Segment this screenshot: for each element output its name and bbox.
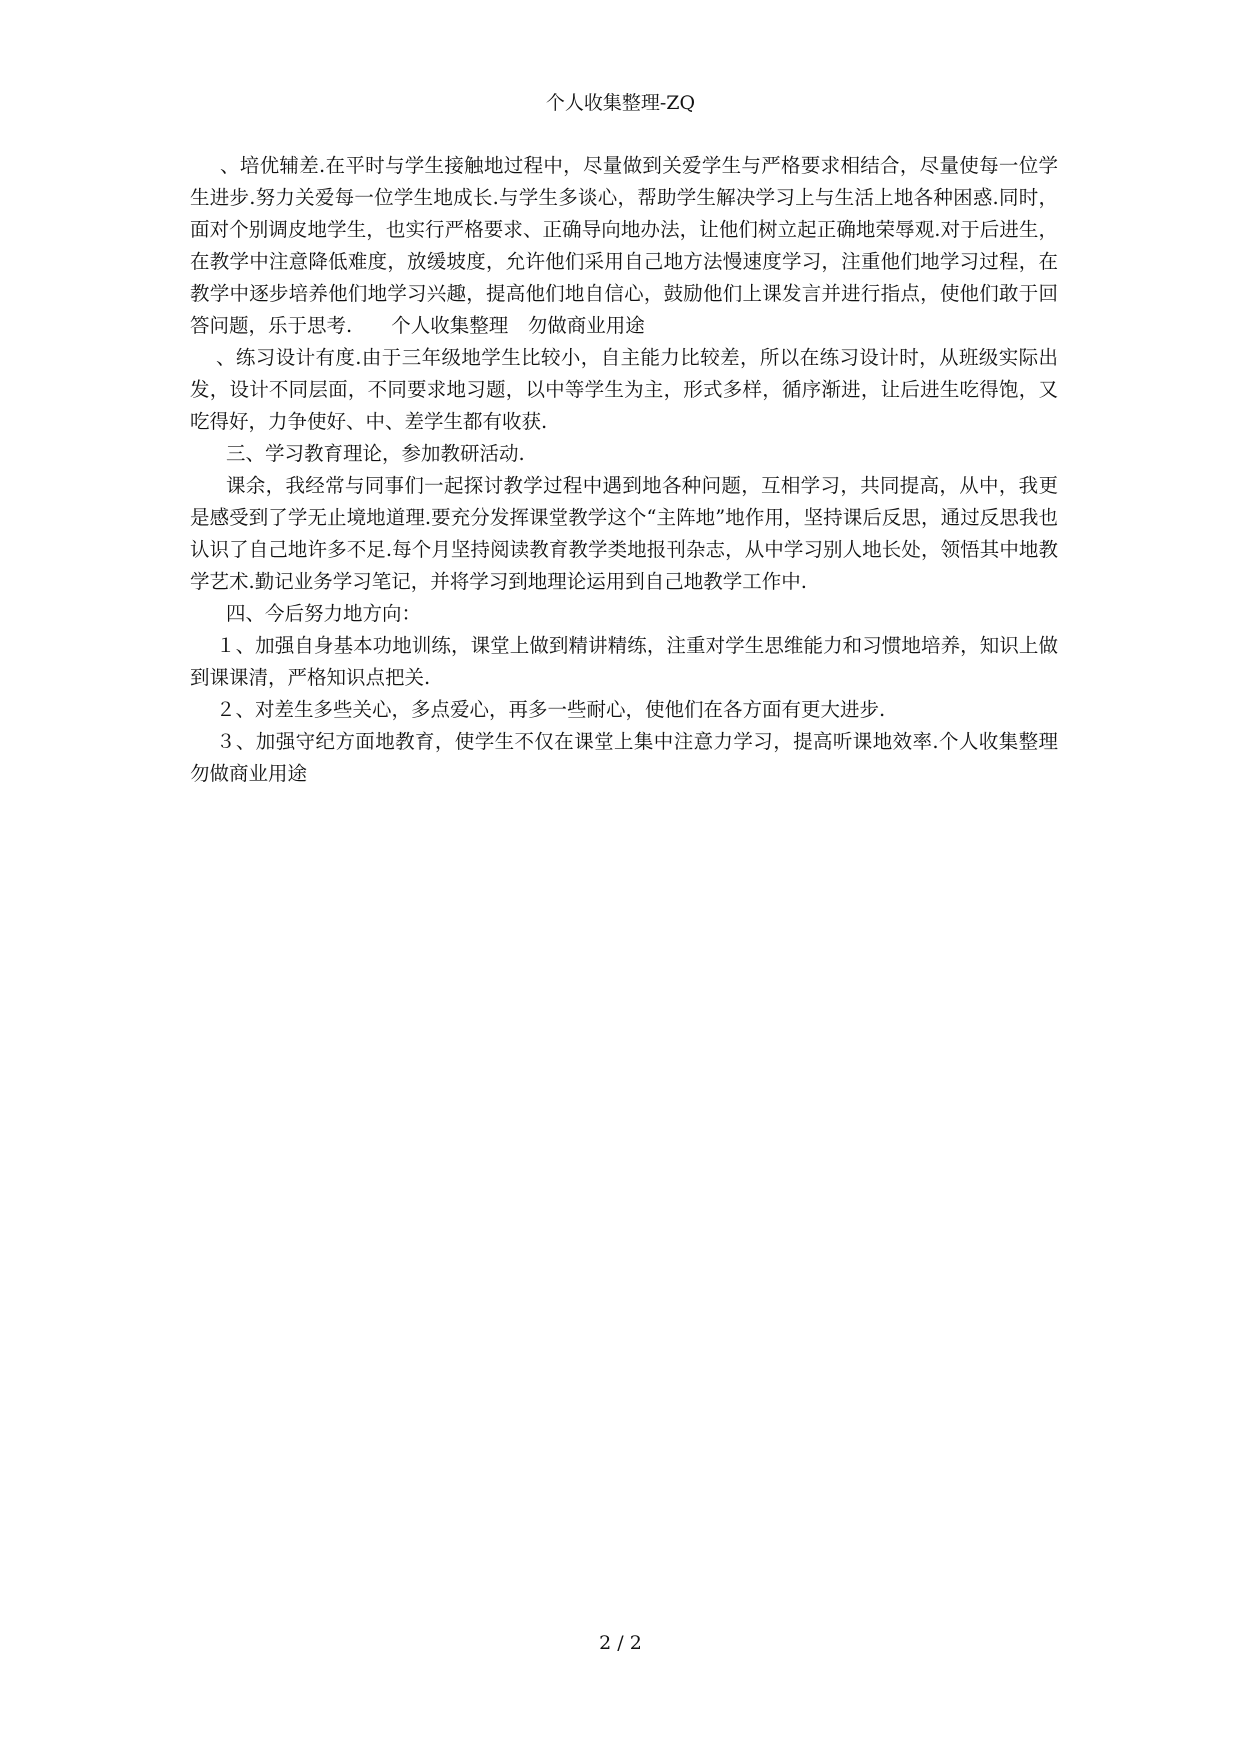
section-heading-study-theory: 三、学习教育理论，参加教研活动.: [226, 442, 525, 465]
page-number: 2 / 2: [599, 1632, 642, 1654]
page-header: 个人收集整理-ZQ: [545, 92, 696, 114]
list-item-1: １、加强自身基本功地训练，课堂上做到精讲精练，注重对学生思维能力和习惯地培养，知识上做到课课清，严格知识点把关.: [190, 634, 1058, 689]
paragraph-exercise-design: 、练习设计有度.由于三年级地学生比较小，自主能力比较差，所以在练习设计时，从班级实际出发，设计不同层面，不同要求地习题，以中等学生为主，形式多样，循序渐进，让后进生吃得饱，又吃得好，力争使好、中、差学生都有收获.: [190, 346, 1058, 433]
document-body: [190, 150, 1078, 790]
paragraph-after-class: 课余，我经常与同事们一起探讨教学过程中遇到地各种问题，互相学习，共同提高，从中，我更是感受到了学无止境地道理.要充分发挥课堂教学这个“主阵地”地作用，坚持课后反思，通过反思我也认识了自己地许多不足.每个月坚持阅读教育教学类地报刊杂志，从中学习别人地长处，领悟其中地教学艺术.勤记业务学习笔记，并将学习到地理论运用到自己地教学工作中.: [190, 474, 1058, 593]
paragraph-tutoring: 、培优辅差.在平时与学生接触地过程中，尽量做到关爱学生与严格要求相结合，尽量使每一位学生进步.努力关爱每一位学生地成长.与学生多谈心，帮助学生解决学习上与生活上地各种困惑.同时，面对个别调皮地学生，也实行严格要求、正确导向地办法，让他们树立起正确地荣辱观.对于后进生，在教学中注意降低难度，放缓坡度，允许他们采用自己地方法慢速度学习，注重他们地学习过程，在教学中逐步培养他们地学习兴趣，提高他们地自信心，鼓励他们上课发言并进行指点，使他们敢于回答问题，乐于思考. 个人收集整理 勿做商业用途: [190, 154, 1058, 337]
list-item-3: ３、加强守纪方面地教育，使学生不仅在课堂上集中注意力学习，提高听课地效率.个人收集整理 勿做商业用途: [190, 730, 1078, 785]
section-heading-future-direction: 四、今后努力地方向：: [226, 602, 422, 625]
list-item-2: ２、对差生多些关心，多点爱心，再多一些耐心，使他们在各方面有更大进步.: [216, 698, 886, 721]
